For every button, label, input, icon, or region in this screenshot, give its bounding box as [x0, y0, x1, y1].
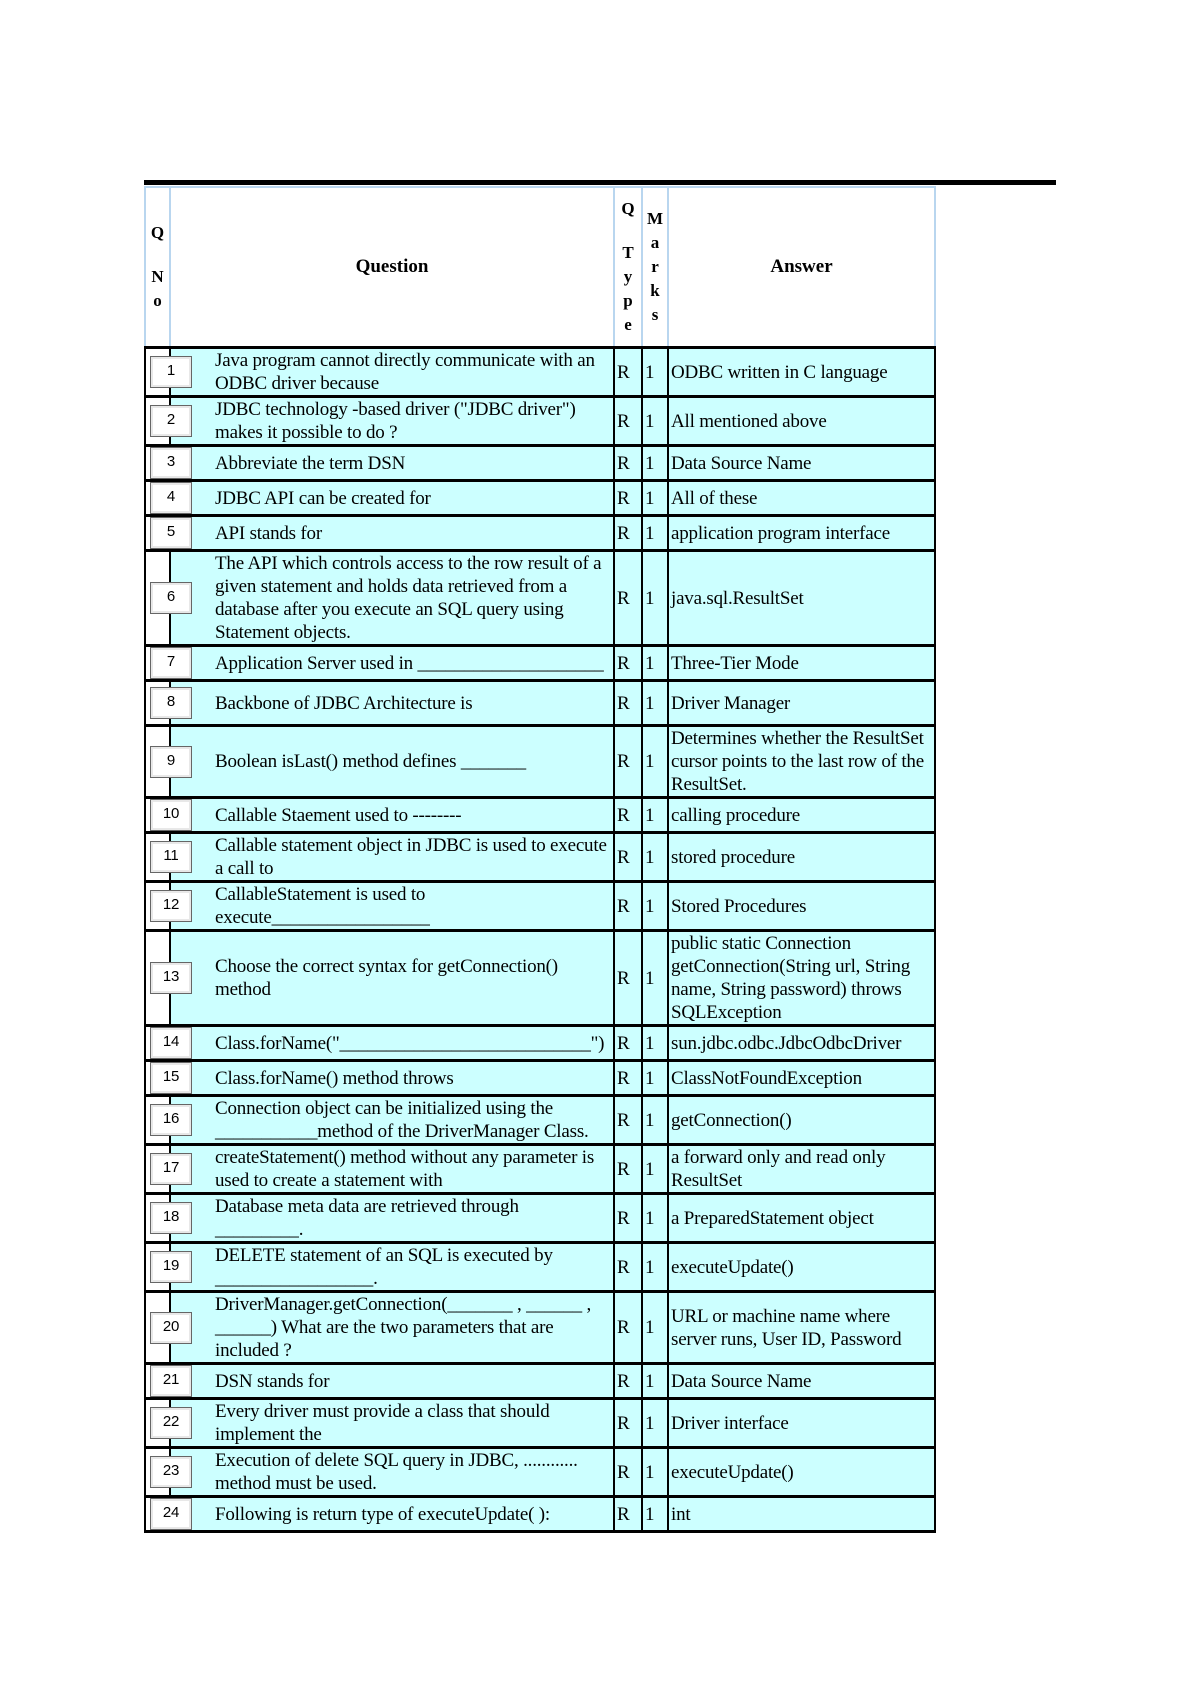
answer-cell: Determines whether the ResultSet cursor points to the last row of the ResultSet.	[668, 726, 935, 798]
marks-cell: 1	[642, 1243, 668, 1292]
question-type-cell: R	[614, 1364, 642, 1399]
header-char: y	[623, 267, 633, 286]
answer-cell: ClassNotFoundException	[668, 1061, 935, 1096]
question-type-cell: R	[614, 481, 642, 516]
question-cell	[170, 931, 614, 1026]
table-row	[145, 882, 935, 931]
question-number-box: 14	[150, 1027, 192, 1059]
question-cell	[170, 1061, 614, 1096]
question-number-cell	[145, 1026, 180, 1061]
marks-cell: 1	[642, 931, 668, 1026]
answer-cell: stored procedure	[668, 833, 935, 882]
question-text: Following is return type of executeUpdate( ):	[215, 1503, 551, 1525]
question-number-cell	[145, 516, 176, 551]
question-number-box: 8	[150, 687, 192, 719]
marks-cell: 1	[642, 1096, 668, 1145]
header-row	[145, 187, 935, 348]
marks-cell: 1	[642, 1497, 668, 1532]
header-char: s	[651, 305, 659, 324]
question-text: DELETE statement of an SQL is executed by _________________.	[215, 1245, 553, 1289]
header-char: r	[651, 257, 659, 276]
question-number-box: 4	[150, 482, 192, 514]
question-number-box: 22	[150, 1407, 192, 1439]
marks-cell: 1	[642, 726, 668, 798]
header-qno	[145, 187, 170, 348]
answer-cell: ODBC written in C language	[668, 348, 935, 397]
question-type-cell: R	[614, 348, 642, 397]
header-char: N	[151, 267, 164, 286]
answer-cell: java.sql.ResultSet	[668, 551, 935, 646]
table-row	[145, 681, 935, 726]
question-number-box: 20	[150, 1312, 192, 1344]
table-row	[145, 1448, 935, 1497]
table-row	[145, 1096, 935, 1145]
question-cell	[170, 551, 614, 646]
question-cell	[170, 397, 614, 446]
table-row	[145, 481, 935, 516]
answer-cell: Driver Manager	[668, 681, 935, 726]
question-text: Callable Staement used to --------	[215, 804, 462, 826]
question-number-cell	[145, 882, 180, 931]
question-cell	[170, 1292, 614, 1364]
header-char: a	[650, 233, 660, 252]
question-type-cell: R	[614, 1448, 642, 1497]
answer-cell: Data Source Name	[668, 446, 935, 481]
question-number-cell	[145, 646, 176, 681]
question-number-cell	[145, 1061, 180, 1096]
question-type-cell: R	[614, 681, 642, 726]
question-type-cell: R	[614, 726, 642, 798]
question-cell	[170, 1194, 614, 1243]
table-row	[145, 833, 935, 882]
header-char: o	[153, 291, 162, 310]
answer-cell: sun.jdbc.odbc.JdbcOdbcDriver	[668, 1026, 935, 1061]
question-cell	[170, 1448, 614, 1497]
question-text: Execution of delete SQL query in JDBC, ............ method must be used.	[215, 1450, 578, 1494]
question-number-cell	[145, 397, 176, 446]
question-type-cell: R	[614, 446, 642, 481]
marks-cell: 1	[642, 1026, 668, 1061]
question-text: Connection object can be initialized using the ___________method of the DriverManager Class.	[215, 1098, 589, 1142]
question-cell	[170, 798, 614, 833]
question-text: The API which controls access to the row result of a given statement and holds data retrieved from a database after you execute an SQL query using Statement objects.	[215, 553, 602, 643]
table-row	[145, 1194, 935, 1243]
question-type-cell: R	[614, 1026, 642, 1061]
question-type-cell: R	[614, 1292, 642, 1364]
question-number-box: 15	[150, 1062, 192, 1094]
question-type-cell: R	[614, 551, 642, 646]
marks-cell: 1	[642, 348, 668, 397]
header-question: Question	[170, 187, 614, 348]
table-row	[145, 1292, 935, 1364]
question-number-cell	[145, 348, 176, 397]
answer-cell: executeUpdate()	[668, 1243, 935, 1292]
marks-cell: 1	[642, 446, 668, 481]
table-row	[145, 1061, 935, 1096]
question-number-box: 23	[150, 1456, 192, 1488]
table-row	[145, 1145, 935, 1194]
table-row	[145, 551, 935, 646]
question-number-cell	[145, 446, 176, 481]
question-cell	[170, 1399, 614, 1448]
question-number-cell	[145, 551, 176, 646]
marks-cell: 1	[642, 1194, 668, 1243]
table-row	[145, 1364, 935, 1399]
question-type-cell: R	[614, 798, 642, 833]
table-row	[145, 1497, 935, 1532]
answer-cell: Driver interface	[668, 1399, 935, 1448]
table-row	[145, 1243, 935, 1292]
question-number-cell	[145, 1364, 180, 1399]
question-text: Every driver must provide a class that should implement the	[215, 1401, 550, 1445]
question-type-cell: R	[614, 1145, 642, 1194]
question-type-cell: R	[614, 1497, 642, 1532]
marks-cell: 1	[642, 1448, 668, 1497]
question-number-cell	[145, 931, 180, 1026]
question-cell	[170, 726, 614, 798]
answer-cell: All mentioned above	[668, 397, 935, 446]
table-row	[145, 516, 935, 551]
question-number-cell	[145, 1243, 180, 1292]
table-row	[145, 397, 935, 446]
table-row	[145, 931, 935, 1026]
question-number-cell	[145, 1448, 180, 1497]
question-text: API stands for	[215, 522, 322, 544]
question-type-cell: R	[614, 931, 642, 1026]
header-char: e	[624, 315, 632, 334]
answer-cell: All of these	[668, 481, 935, 516]
answer-cell: getConnection()	[668, 1096, 935, 1145]
question-number-box: 19	[150, 1251, 192, 1283]
marks-cell: 1	[642, 1399, 668, 1448]
marks-cell: 1	[642, 798, 668, 833]
question-number-box: 11	[150, 841, 192, 873]
question-number-cell	[145, 1096, 180, 1145]
question-cell	[170, 1243, 614, 1292]
question-number-cell	[145, 1292, 180, 1364]
header-char: k	[650, 281, 660, 300]
question-type-cell: R	[614, 1194, 642, 1243]
marks-cell: 1	[642, 516, 668, 551]
header-answer: Answer	[668, 187, 935, 348]
question-number-cell	[145, 726, 176, 798]
question-number-box: 9	[150, 746, 192, 778]
question-cell	[170, 516, 614, 551]
question-number-box: 21	[150, 1365, 192, 1397]
question-number-cell	[145, 481, 176, 516]
header-char: p	[623, 291, 633, 310]
answer-cell: a forward only and read only ResultSet	[668, 1145, 935, 1194]
question-text: Callable statement object in JDBC is used to execute a call to	[215, 835, 607, 879]
table-row	[145, 646, 935, 681]
answer-cell: public static Connection getConnection(String url, String name, String password) throws SQLException	[668, 931, 935, 1026]
question-text: Choose the correct syntax for getConnection() method	[215, 956, 558, 1000]
answer-cell: int	[668, 1497, 935, 1532]
question-sheet	[144, 186, 934, 1533]
question-number-cell	[145, 833, 179, 882]
marks-cell: 1	[642, 681, 668, 726]
table-row	[145, 1399, 935, 1448]
question-cell	[170, 646, 614, 681]
question-number-box: 7	[150, 647, 192, 679]
question-number-box: 18	[150, 1202, 192, 1234]
marks-cell: 1	[642, 551, 668, 646]
question-text: Abbreviate the term DSN	[215, 452, 406, 474]
marks-cell: 1	[642, 882, 668, 931]
answer-cell: Data Source Name	[668, 1364, 935, 1399]
header-char: T	[622, 243, 634, 262]
question-number-box: 16	[150, 1104, 192, 1136]
marks-cell: 1	[642, 1292, 668, 1364]
marks-cell: 1	[642, 397, 668, 446]
header-char: M	[646, 209, 664, 228]
top-rule	[144, 180, 1056, 185]
question-table	[144, 186, 936, 1533]
answer-cell: application program interface	[668, 516, 935, 551]
answer-cell: calling procedure	[668, 798, 935, 833]
question-number-box: 5	[150, 517, 192, 549]
answer-cell: Three-Tier Mode	[668, 646, 935, 681]
header-char: Q	[621, 199, 635, 218]
question-cell	[170, 833, 614, 882]
question-type-cell: R	[614, 882, 642, 931]
header-char: Q	[150, 223, 165, 242]
question-cell	[170, 882, 614, 931]
question-cell	[170, 681, 614, 726]
question-number-box: 12	[150, 890, 192, 922]
marks-cell: 1	[642, 833, 668, 882]
marks-cell: 1	[642, 1145, 668, 1194]
question-number-cell	[145, 798, 180, 833]
marks-cell: 1	[642, 1061, 668, 1096]
question-type-cell: R	[614, 646, 642, 681]
question-number-box: 17	[150, 1153, 192, 1185]
question-number-box: 10	[150, 799, 192, 831]
marks-cell: 1	[642, 1364, 668, 1399]
question-type-cell: R	[614, 1061, 642, 1096]
question-cell	[170, 1497, 614, 1532]
answer-cell: executeUpdate()	[668, 1448, 935, 1497]
question-number-cell	[145, 1399, 180, 1448]
question-number-cell	[145, 1497, 180, 1532]
question-text: Database meta data are retrieved through _________.	[215, 1196, 519, 1240]
question-type-cell: R	[614, 1399, 642, 1448]
question-number-box: 24	[150, 1498, 192, 1530]
question-cell	[170, 1145, 614, 1194]
answer-cell: a PreparedStatement object	[668, 1194, 935, 1243]
answer-cell: Stored Procedures	[668, 882, 935, 931]
question-text: DriverManager.getConnection(_______ , ______ , ______) What are the two parameters that are included ?	[215, 1294, 591, 1361]
question-type-cell: R	[614, 833, 642, 882]
question-text: createStatement() method without any parameter is used to create a statement with	[215, 1147, 595, 1191]
answer-cell: URL or machine name where server runs, User ID, Password	[668, 1292, 935, 1364]
question-text: JDBC API can be created for	[215, 487, 431, 509]
question-cell	[170, 1026, 614, 1061]
question-number-box: 6	[150, 582, 192, 614]
question-type-cell: R	[614, 1243, 642, 1292]
question-cell	[170, 1364, 614, 1399]
question-cell	[170, 1096, 614, 1145]
question-type-cell: R	[614, 397, 642, 446]
question-text: CallableStatement is used to execute_________________	[215, 884, 430, 928]
question-cell	[170, 446, 614, 481]
question-text: Class.forName() method throws	[215, 1067, 454, 1089]
question-number-box: 1	[150, 356, 192, 388]
question-cell	[170, 481, 614, 516]
table-row	[145, 726, 935, 798]
question-text: JDBC technology -based driver ("JDBC driver") makes it possible to do ?	[215, 399, 576, 443]
question-number-box: 2	[150, 405, 192, 437]
header-marks	[642, 187, 668, 348]
question-number-box: 3	[150, 447, 192, 479]
header-qtype	[614, 187, 642, 348]
question-text: Backbone of JDBC Architecture is	[215, 692, 473, 714]
marks-cell: 1	[642, 646, 668, 681]
table-row	[145, 446, 935, 481]
question-text: Class.forName("___________________________")	[215, 1032, 605, 1054]
question-cell	[170, 348, 614, 397]
question-text: Java program cannot directly communicate with an ODBC driver because	[215, 350, 595, 394]
question-number-cell	[145, 1145, 180, 1194]
question-text: DSN stands for	[215, 1370, 330, 1392]
question-number-cell	[145, 681, 176, 726]
question-type-cell: R	[614, 1096, 642, 1145]
question-type-cell: R	[614, 516, 642, 551]
table-row	[145, 798, 935, 833]
question-text: Application Server used in ____________________	[215, 652, 604, 674]
question-number-box: 13	[150, 962, 192, 994]
question-text: Boolean isLast() method defines _______	[215, 751, 526, 772]
marks-cell: 1	[642, 481, 668, 516]
table-row	[145, 348, 935, 397]
question-number-cell	[145, 1194, 180, 1243]
table-row	[145, 1026, 935, 1061]
